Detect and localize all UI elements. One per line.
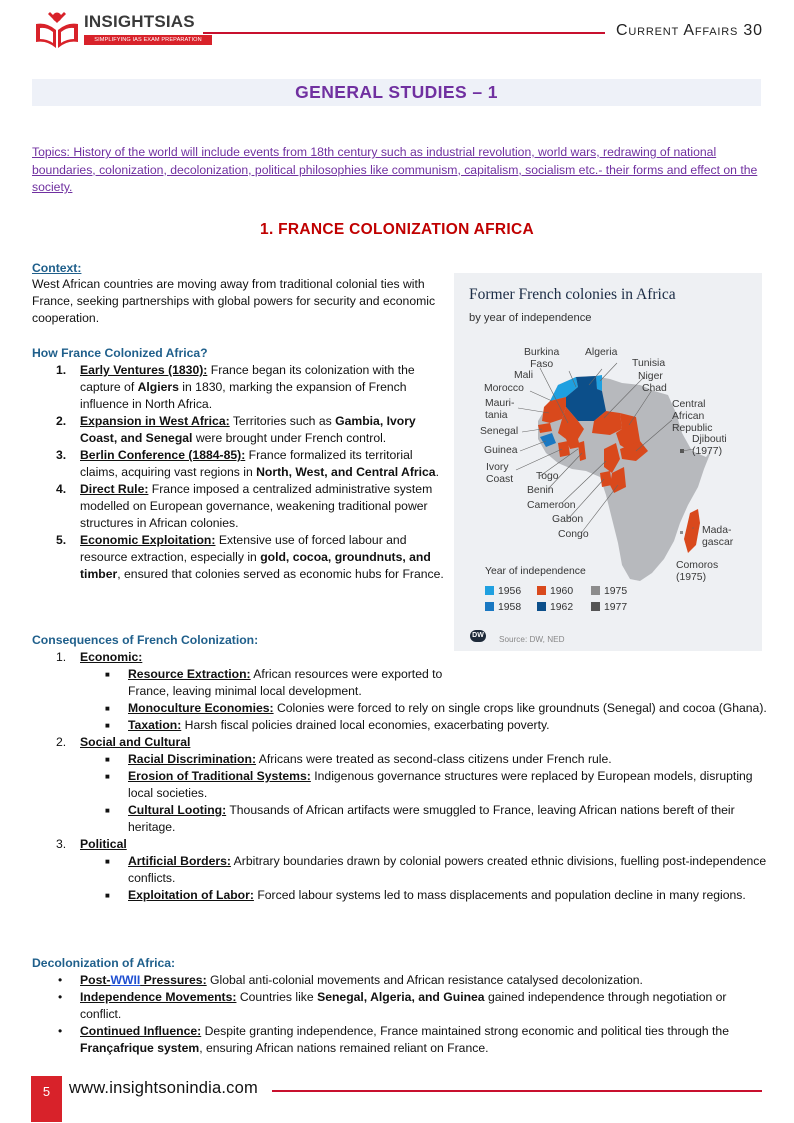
map-source: Source: DW, NED: [499, 635, 565, 644]
page-header: [0, 0, 794, 60]
insightsias-logo[interactable]: [32, 10, 202, 50]
bullet-text: Arbitrary boundaries drawn by colonial powers created ethnic divisions, fuelling post-independence conflicts.: [128, 854, 767, 885]
consequences-heading: Consequences of French Colonization:: [32, 633, 259, 647]
bullet-text: , ensuring African nations remained reliant on France.: [199, 1041, 489, 1055]
bullet-title: Artificial Borders:: [128, 854, 231, 868]
map-label: Central African Republic: [672, 399, 713, 434]
item-text: Territories such as: [229, 414, 336, 428]
legend-swatch: [537, 602, 546, 611]
bullet-text: Thousands of African artifacts were smuggled to France, leaving African nations bereft of their heritage.: [128, 803, 735, 834]
map-label: Mauri- tania: [485, 398, 515, 421]
map-label: Mada- gascar: [702, 525, 734, 548]
item-bold: North, West, and Central Africa: [256, 465, 436, 479]
bullet-text: Colonies were forced to rely on single crops like groundnuts (Senegal) and cocoa (Ghana).: [273, 701, 767, 715]
map-label: Ivory Coast: [486, 462, 514, 485]
list-item: [32, 836, 767, 853]
item-bold: Gambia, Ivory Coast, and Senegal: [80, 414, 416, 445]
legend-swatch: [591, 602, 600, 611]
bullet-item: [32, 989, 767, 1023]
list-item: [32, 532, 452, 583]
bullet-title-part: Pressures:: [140, 973, 207, 987]
map-label: Tunisia: [632, 358, 666, 369]
header-divider: [203, 32, 605, 34]
bullet-text: Harsh fiscal policies drained local economies, exacerbating poverty.: [181, 718, 550, 732]
legend-title: Year of independence: [485, 566, 586, 577]
map-label: Chad: [642, 383, 667, 394]
footer-url[interactable]: www.insightsonindia.com: [69, 1079, 258, 1097]
legend-label: 1962: [550, 602, 574, 613]
legend-label: 1975: [604, 586, 628, 597]
list-number: 1.: [56, 650, 67, 664]
legend-swatch: [485, 602, 494, 611]
bullet-item: [32, 666, 767, 700]
map-label: Congo: [558, 529, 589, 540]
legend-label: 1977: [604, 602, 628, 613]
bullet-text: Global anti-colonial movements and African resistance catalysed decolonization.: [206, 973, 643, 987]
map-label: Burkina Faso: [524, 347, 560, 370]
legend-swatch: [485, 586, 494, 595]
bullet-title: [80, 973, 207, 987]
item-text: France formalized its territorial claims, acquiring vast regions in: [80, 448, 413, 479]
bullet-title: Continued Influence:: [80, 1024, 202, 1038]
bullet-text: Africans were treated as second-class citizens under French rule.: [256, 752, 612, 766]
madagascar-shape: [684, 509, 700, 553]
item-text: France imposed a centralized administrative system modelled on European governance, weakening traditional power structures in African colonies.: [80, 482, 433, 530]
map-label: Morocco: [484, 383, 524, 394]
list-item: [32, 481, 452, 532]
square-bullet-icon: ■: [105, 772, 110, 781]
legend-label: 1960: [550, 586, 574, 597]
map-label: Togo: [536, 471, 559, 482]
bullet-item: [32, 1023, 767, 1057]
square-bullet-icon: ■: [105, 670, 110, 679]
bullet-title-part: Post-: [80, 973, 111, 987]
context-text: West African countries are moving away from traditional colonial ties with France, seeking partnerships with global powers for security and economic cooperation.: [32, 277, 436, 325]
list-number: 4.: [56, 482, 67, 496]
bullet-text: African resources were exported to France, leaving minimal local development.: [128, 667, 443, 698]
list-item: [32, 447, 452, 481]
item-title: Economic Exploitation:: [80, 533, 216, 547]
item-title: Berlin Conference (1884-85):: [80, 448, 246, 462]
bullet-item: [32, 887, 767, 904]
map-label: Algeria: [585, 347, 618, 358]
bullet-title: Erosion of Traditional Systems:: [128, 769, 311, 783]
bullet-title: Cultural Looting:: [128, 803, 227, 817]
decolonization-heading: Decolonization of Africa:: [32, 956, 176, 970]
list-number: 3.: [56, 448, 67, 462]
bullet-item: [32, 717, 767, 734]
map-label: Djibouti (1977): [692, 434, 727, 457]
decolonization-list: [32, 972, 767, 1057]
how-heading: How France Colonized Africa?: [32, 346, 208, 360]
bullet-dot-icon: •: [58, 990, 63, 1004]
list-number: 1.: [56, 363, 67, 377]
bullet-title: Taxation:: [128, 718, 182, 732]
square-bullet-icon: ■: [105, 857, 110, 866]
section-title: GENERAL STUDIES – 1: [295, 82, 498, 102]
item-text: in 1830, marking the expansion of French influence in North Africa.: [80, 380, 407, 411]
item-bold: gold, cocoa, groundnuts, and timber: [80, 550, 431, 581]
consequences-list: [32, 649, 767, 904]
map-label: Gabon: [552, 514, 584, 525]
bullet-bold: Françafrique system: [80, 1041, 200, 1055]
square-bullet-icon: ■: [105, 755, 110, 764]
dw-logo: DW: [470, 630, 486, 642]
context-heading: Context:: [32, 261, 82, 275]
footer-divider: [272, 1090, 762, 1092]
group-title: Social and Cultural: [80, 735, 191, 749]
bullet-item: [32, 768, 767, 802]
item-text: .: [435, 465, 439, 479]
legend-swatch: [591, 586, 600, 595]
map-label: Senegal: [480, 426, 519, 437]
group-title: Political: [80, 837, 127, 851]
legend-label: 1956: [498, 586, 522, 597]
map-label: Comoros (1975): [676, 560, 719, 583]
map-subtitle: by year of independence: [469, 312, 592, 324]
bullet-dot-icon: •: [58, 1024, 63, 1038]
list-item: [32, 734, 767, 751]
bullet-text: Forced labour systems led to mass displacements and population decline in many regions.: [253, 888, 746, 902]
bullet-text: Despite granting independence, France maintained strong economic and political ties through the: [201, 1024, 729, 1038]
map-label: Niger: [638, 371, 663, 382]
section-band: [32, 79, 761, 106]
legend-swatch: [537, 586, 546, 595]
item-text: , ensured that colonies served as economic hubs for France.: [117, 567, 444, 581]
list-item: [32, 649, 767, 666]
bullet-title: Exploitation of Labor:: [128, 888, 254, 902]
header-title: Current Affairs 30: [616, 22, 763, 39]
how-list: [32, 362, 452, 583]
map-title: Former French colonies in Africa: [469, 286, 676, 303]
map-label: Benin: [527, 485, 554, 496]
bullet-title: Resource Extraction:: [128, 667, 251, 681]
bullet-title: Independence Movements:: [80, 990, 237, 1004]
list-item: [32, 362, 452, 413]
item-title: Direct Rule:: [80, 482, 149, 496]
list-item: [32, 413, 452, 447]
wwii-link[interactable]: WWII: [110, 973, 141, 987]
map-label: Guinea: [484, 445, 518, 456]
logo-text: INSIGHTSIAS: [84, 12, 195, 31]
bullet-item: [32, 853, 767, 887]
square-bullet-icon: ■: [105, 704, 110, 713]
item-text: France began its colonization with the capture of: [80, 363, 415, 394]
comoros-shape: [680, 531, 683, 534]
bullet-item: [32, 802, 767, 836]
article-heading: 1. FRANCE COLONIZATION AFRICA: [260, 221, 534, 238]
bullet-dot-icon: •: [58, 973, 63, 987]
bullet-bold: Senegal, Algeria, and Guinea: [317, 990, 485, 1004]
bullet-title: Monoculture Economies:: [128, 701, 274, 715]
item-text: Extensive use of forced labour and resource extraction, especially in: [80, 533, 407, 564]
bullet-text: Countries like: [236, 990, 318, 1004]
map-label: Mali: [514, 370, 534, 381]
list-number: 5.: [56, 533, 67, 547]
bullet-item: [32, 751, 767, 768]
bullet-text: Indigenous governance structures were replaced by European models, disrupting local societies.: [128, 769, 753, 800]
bullet-item: [32, 972, 767, 989]
list-number: 2.: [56, 735, 67, 749]
page-number: 5: [31, 1076, 62, 1122]
item-title: Early Ventures (1830):: [80, 363, 208, 377]
logo-book-icon: [32, 10, 82, 50]
square-bullet-icon: ■: [105, 721, 110, 730]
item-bold: Algiers: [137, 380, 179, 394]
logo-tagline: SIMPLIFYING IAS EXAM PREPARATION: [84, 35, 212, 45]
map-label: Cameroon: [527, 500, 576, 511]
legend-label: 1958: [498, 602, 522, 613]
item-text: were brought under French control.: [192, 431, 387, 445]
item-title: Expansion in West Africa:: [80, 414, 230, 428]
list-number: 3.: [56, 837, 67, 851]
colonies-map-figure: [454, 273, 762, 651]
topics-text: Topics: History of the world will include events from 18th century such as industrial revolution, world wars, redrawing of national boundaries, colonization, decolonization, political philosophies like communism, capitalism, socialism etc.- their forms and effect on the society.: [32, 145, 758, 194]
group-title: Economic:: [80, 650, 143, 664]
bullet-title: Racial Discrimination:: [128, 752, 257, 766]
bullet-text: gained independence through negotiation or conflict.: [80, 990, 727, 1021]
square-bullet-icon: ■: [105, 891, 110, 900]
list-number: 2.: [56, 414, 67, 428]
bullet-item: [32, 700, 767, 717]
square-bullet-icon: ■: [105, 806, 110, 815]
